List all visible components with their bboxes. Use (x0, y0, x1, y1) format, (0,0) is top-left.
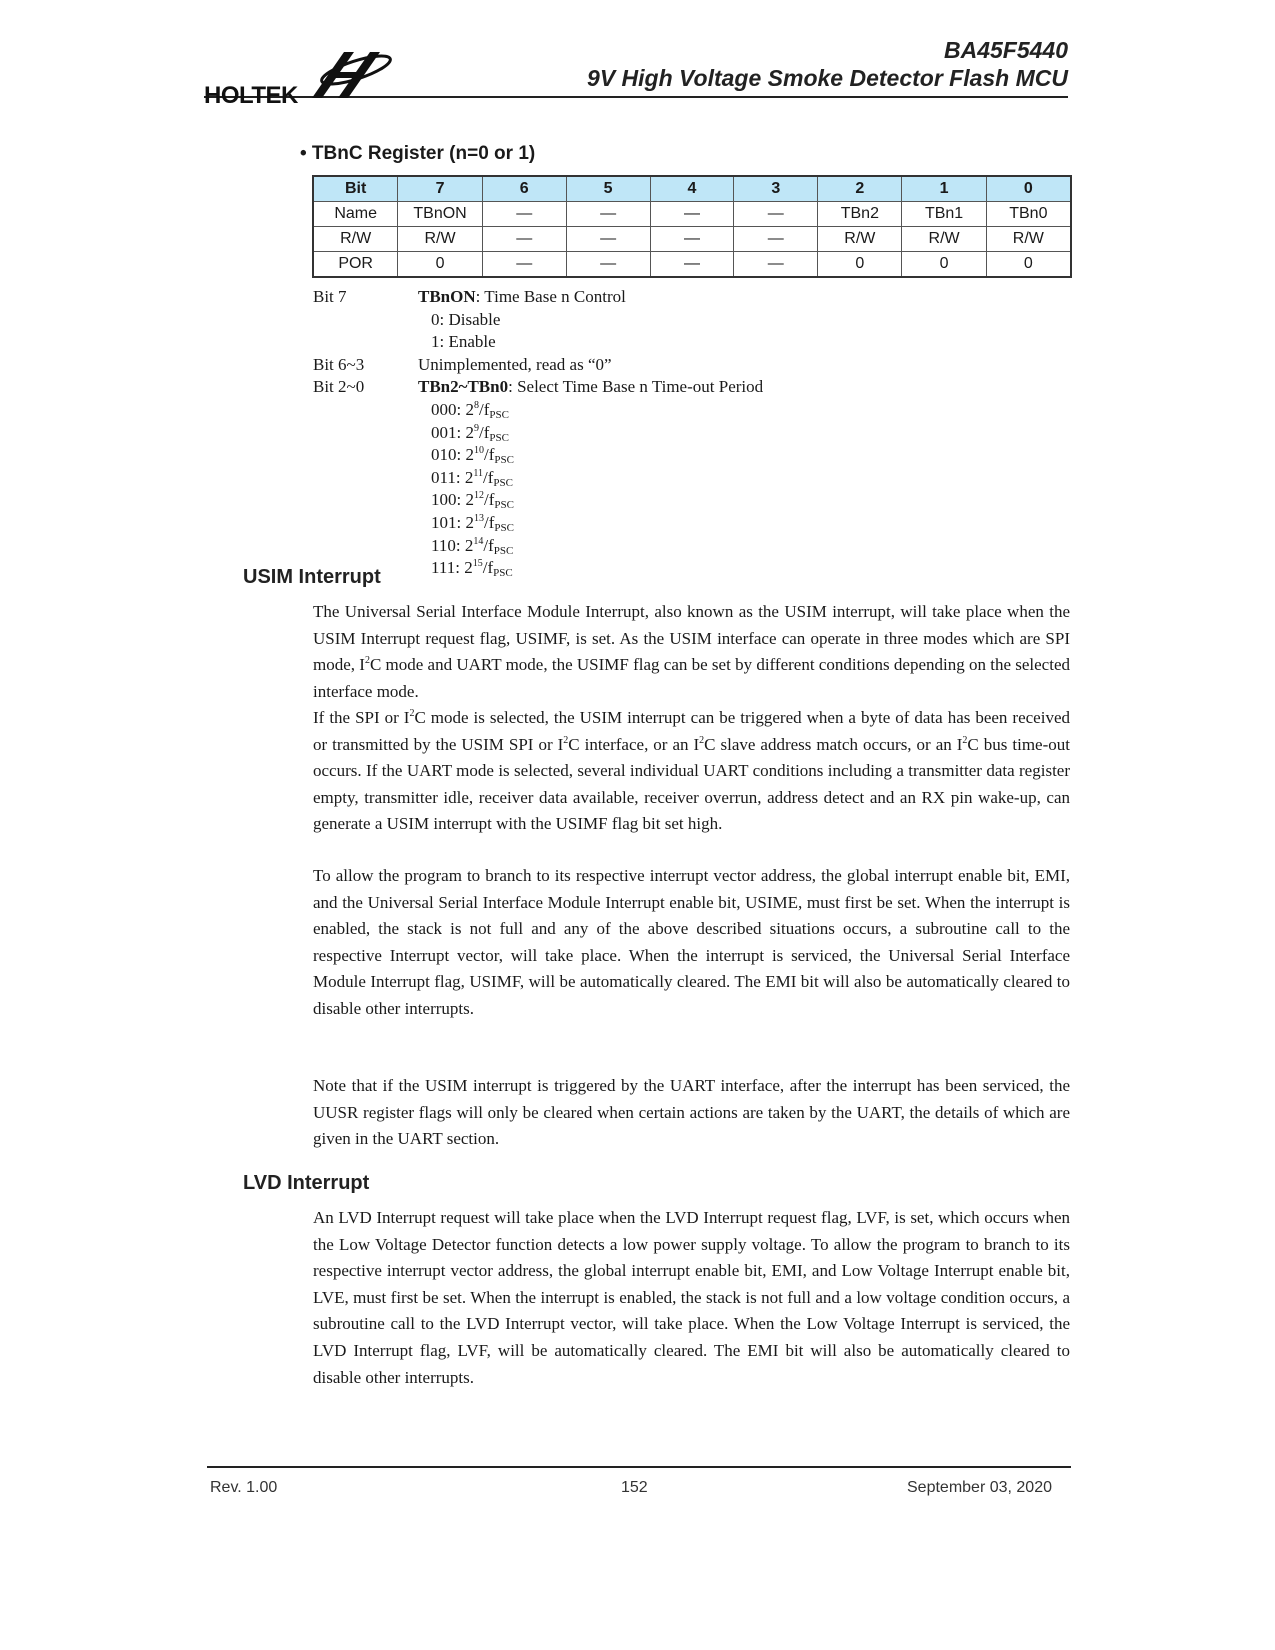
register-row (313, 227, 1071, 252)
usim-paragraph-2: If the SPI or $I^2C$ mode is selected, the USIM interrupt can be triggered when a byte of data has been received or transmitted by the USIM SPI or $I^2C$ interface, or an $I^2C$ slave address match occurs, or an $I^2C$ bus time-out occurs. If the UART mode is selected, several individual UART conditions including a transmitter data register empty, transmitter idle, receiver data available, receiver overrun, address detect and an RX pin wake-up, can generate a USIM interrupt with the USIMF flag bit set high. (313, 708, 1070, 834)
bit-label: Bit 2~0 (313, 377, 365, 397)
register-cell: TBn1 (902, 202, 986, 227)
bit-label: Bit 6~3 (313, 354, 365, 374)
register-cell: — (566, 227, 650, 252)
period-option: 101: $2^{13}/f_{PSC}$ (431, 512, 514, 534)
footer-revision: Rev. 1.00 (210, 1479, 278, 1496)
register-cell: POR (313, 252, 398, 278)
footer-divider (207, 1466, 1071, 1468)
footer-page-number: 152 (621, 1479, 648, 1496)
register-cell: 5 (566, 176, 650, 202)
holtek-logo (204, 52, 394, 109)
register-cell: — (566, 202, 650, 227)
register-cell: — (482, 252, 566, 278)
register-cell: 6 (482, 176, 566, 202)
register-cell: 0 (986, 252, 1071, 278)
period-option: 111: $2^{15}/f_{PSC}$ (431, 558, 513, 580)
bit-desc: Unimplemented, read as “0” (418, 354, 612, 374)
bit20-row (313, 376, 763, 399)
lvd-section-title: LVD Interrupt (243, 1172, 370, 1194)
register-cell: Bit (313, 176, 398, 202)
register-cell: R/W (902, 227, 986, 252)
page-header (204, 24, 1068, 109)
register-cell: R/W (818, 227, 902, 252)
register-row (313, 252, 1071, 278)
register-cell: — (734, 252, 818, 278)
register-cell: 0 (902, 252, 986, 278)
period-option: 011: $2^{11}/f_{PSC}$ (431, 467, 513, 489)
usim-paragraph-1: The Universal Serial Interface Module Interrupt, also known as the USIM interrupt, will take place when the USIM Interrupt request flag, USIMF, is set. As the USIM interface can operate in three modes which are SPI mode, $I^2C$ mode and UART mode, the USIMF flag can be set by different conditions depending on the selected interface mode. (313, 602, 1070, 701)
register-table (312, 175, 1072, 278)
register-header-row (313, 176, 1071, 202)
footer-date: September 03, 2020 (907, 1479, 1052, 1496)
register-cell: — (482, 227, 566, 252)
register-cell: — (650, 252, 734, 278)
usim-paragraph-4: Note that if the USIM interrupt is triggered by the UART interface, after the interrupt has been serviced, the UUSR register flags will only be cleared when certain actions are taken by the UART, the details of which are given in the UART section. (313, 1076, 1070, 1149)
period-option: 100: $2^{12}/f_{PSC}$ (431, 490, 514, 512)
register-cell: R/W (398, 227, 482, 252)
register-cell: 4 (650, 176, 734, 202)
register-cell: TBn2 (818, 202, 902, 227)
bit-desc: TBn2~TBn0: Select Time Base n Time-out Period (418, 377, 764, 397)
usim-section-title: USIM Interrupt (243, 566, 381, 588)
period-option: 000: $2^8/f_{PSC}$ (431, 399, 509, 421)
part-number: BA45F5440 (943, 37, 1068, 63)
lvd-paragraph-1: An LVD Interrupt request will take place when the LVD Interrupt request flag, LVF, is set, which occurs when the Low Voltage Detector function detects a low power supply voltage. To allow the program to branch to its respective interrupt vector address, the global interrupt enable bit, EMI, and Low Voltage Interrupt enable bit, LVE, must first be set. When the interrupt is enabled, the stack is not full and a low voltage condition occurs, a subroutine call to the LVD Interrupt vector, will take place. When the Low Voltage Interrupt is serviced, the LVD Interrupt flag, LVF, will be automatically cleared. The EMI bit will also be automatically cleared to disable other interrupts. (313, 1208, 1070, 1387)
logo-text: HOLTEK (204, 82, 298, 109)
bit-option: 0: Disable (431, 309, 501, 329)
register-cell: R/W (986, 227, 1071, 252)
register-cell: R/W (313, 227, 398, 252)
register-cell: 7 (398, 176, 482, 202)
register-cell: — (650, 227, 734, 252)
register-cell: — (482, 202, 566, 227)
doc-subtitle: 9V High Voltage Smoke Detector Flash MCU (587, 65, 1068, 91)
register-title: • TBnC Register (n=0 or 1) (300, 143, 536, 164)
document-title (587, 36, 1068, 92)
register-cell: — (734, 227, 818, 252)
register-cell: 3 (734, 176, 818, 202)
register-row (313, 202, 1071, 227)
register-cell: 0 (818, 252, 902, 278)
bit-descriptions (313, 286, 763, 580)
register-cell: TBn0 (986, 202, 1071, 227)
bit63-row (313, 354, 763, 377)
register-cell: — (566, 252, 650, 278)
register-cell: 2 (818, 176, 902, 202)
period-option: 110: $2^{14}/f_{PSC}$ (431, 535, 514, 557)
usim-paragraph-3: To allow the program to branch to its respective interrupt vector address, the global interrupt enable bit, EMI, and the Universal Serial Interface Module Interrupt enable bit, USIME, must first be set. When the interrupt is enabled, the stack is not full and any of the above described situations occurs, a subroutine call to the respective Interrupt vector, will take place. When the interrupt is serviced, the Universal Serial Interface Module Interrupt flag, USIMF, will be automatically cleared. The EMI bit will also be automatically cleared to disable other interrupts. (313, 866, 1070, 1018)
bit-desc: TBnON: Time Base n Control (418, 287, 626, 306)
period-option: 001: $2^9/f_{PSC}$ (431, 422, 509, 444)
register-cell: — (734, 202, 818, 227)
register-cell: Name (313, 202, 398, 227)
period-option: 010: $2^{10}/f_{PSC}$ (431, 445, 514, 467)
register-cell: 0 (398, 252, 482, 278)
bit7-row (313, 286, 763, 309)
bit-label: Bit 7 (313, 287, 347, 306)
register-cell: 0 (986, 176, 1071, 202)
logo-mark-icon (304, 46, 396, 102)
bit-option: 1: Enable (431, 332, 496, 352)
register-cell: — (650, 202, 734, 227)
register-cell: TBnON (398, 202, 482, 227)
register-cell: 1 (902, 176, 986, 202)
